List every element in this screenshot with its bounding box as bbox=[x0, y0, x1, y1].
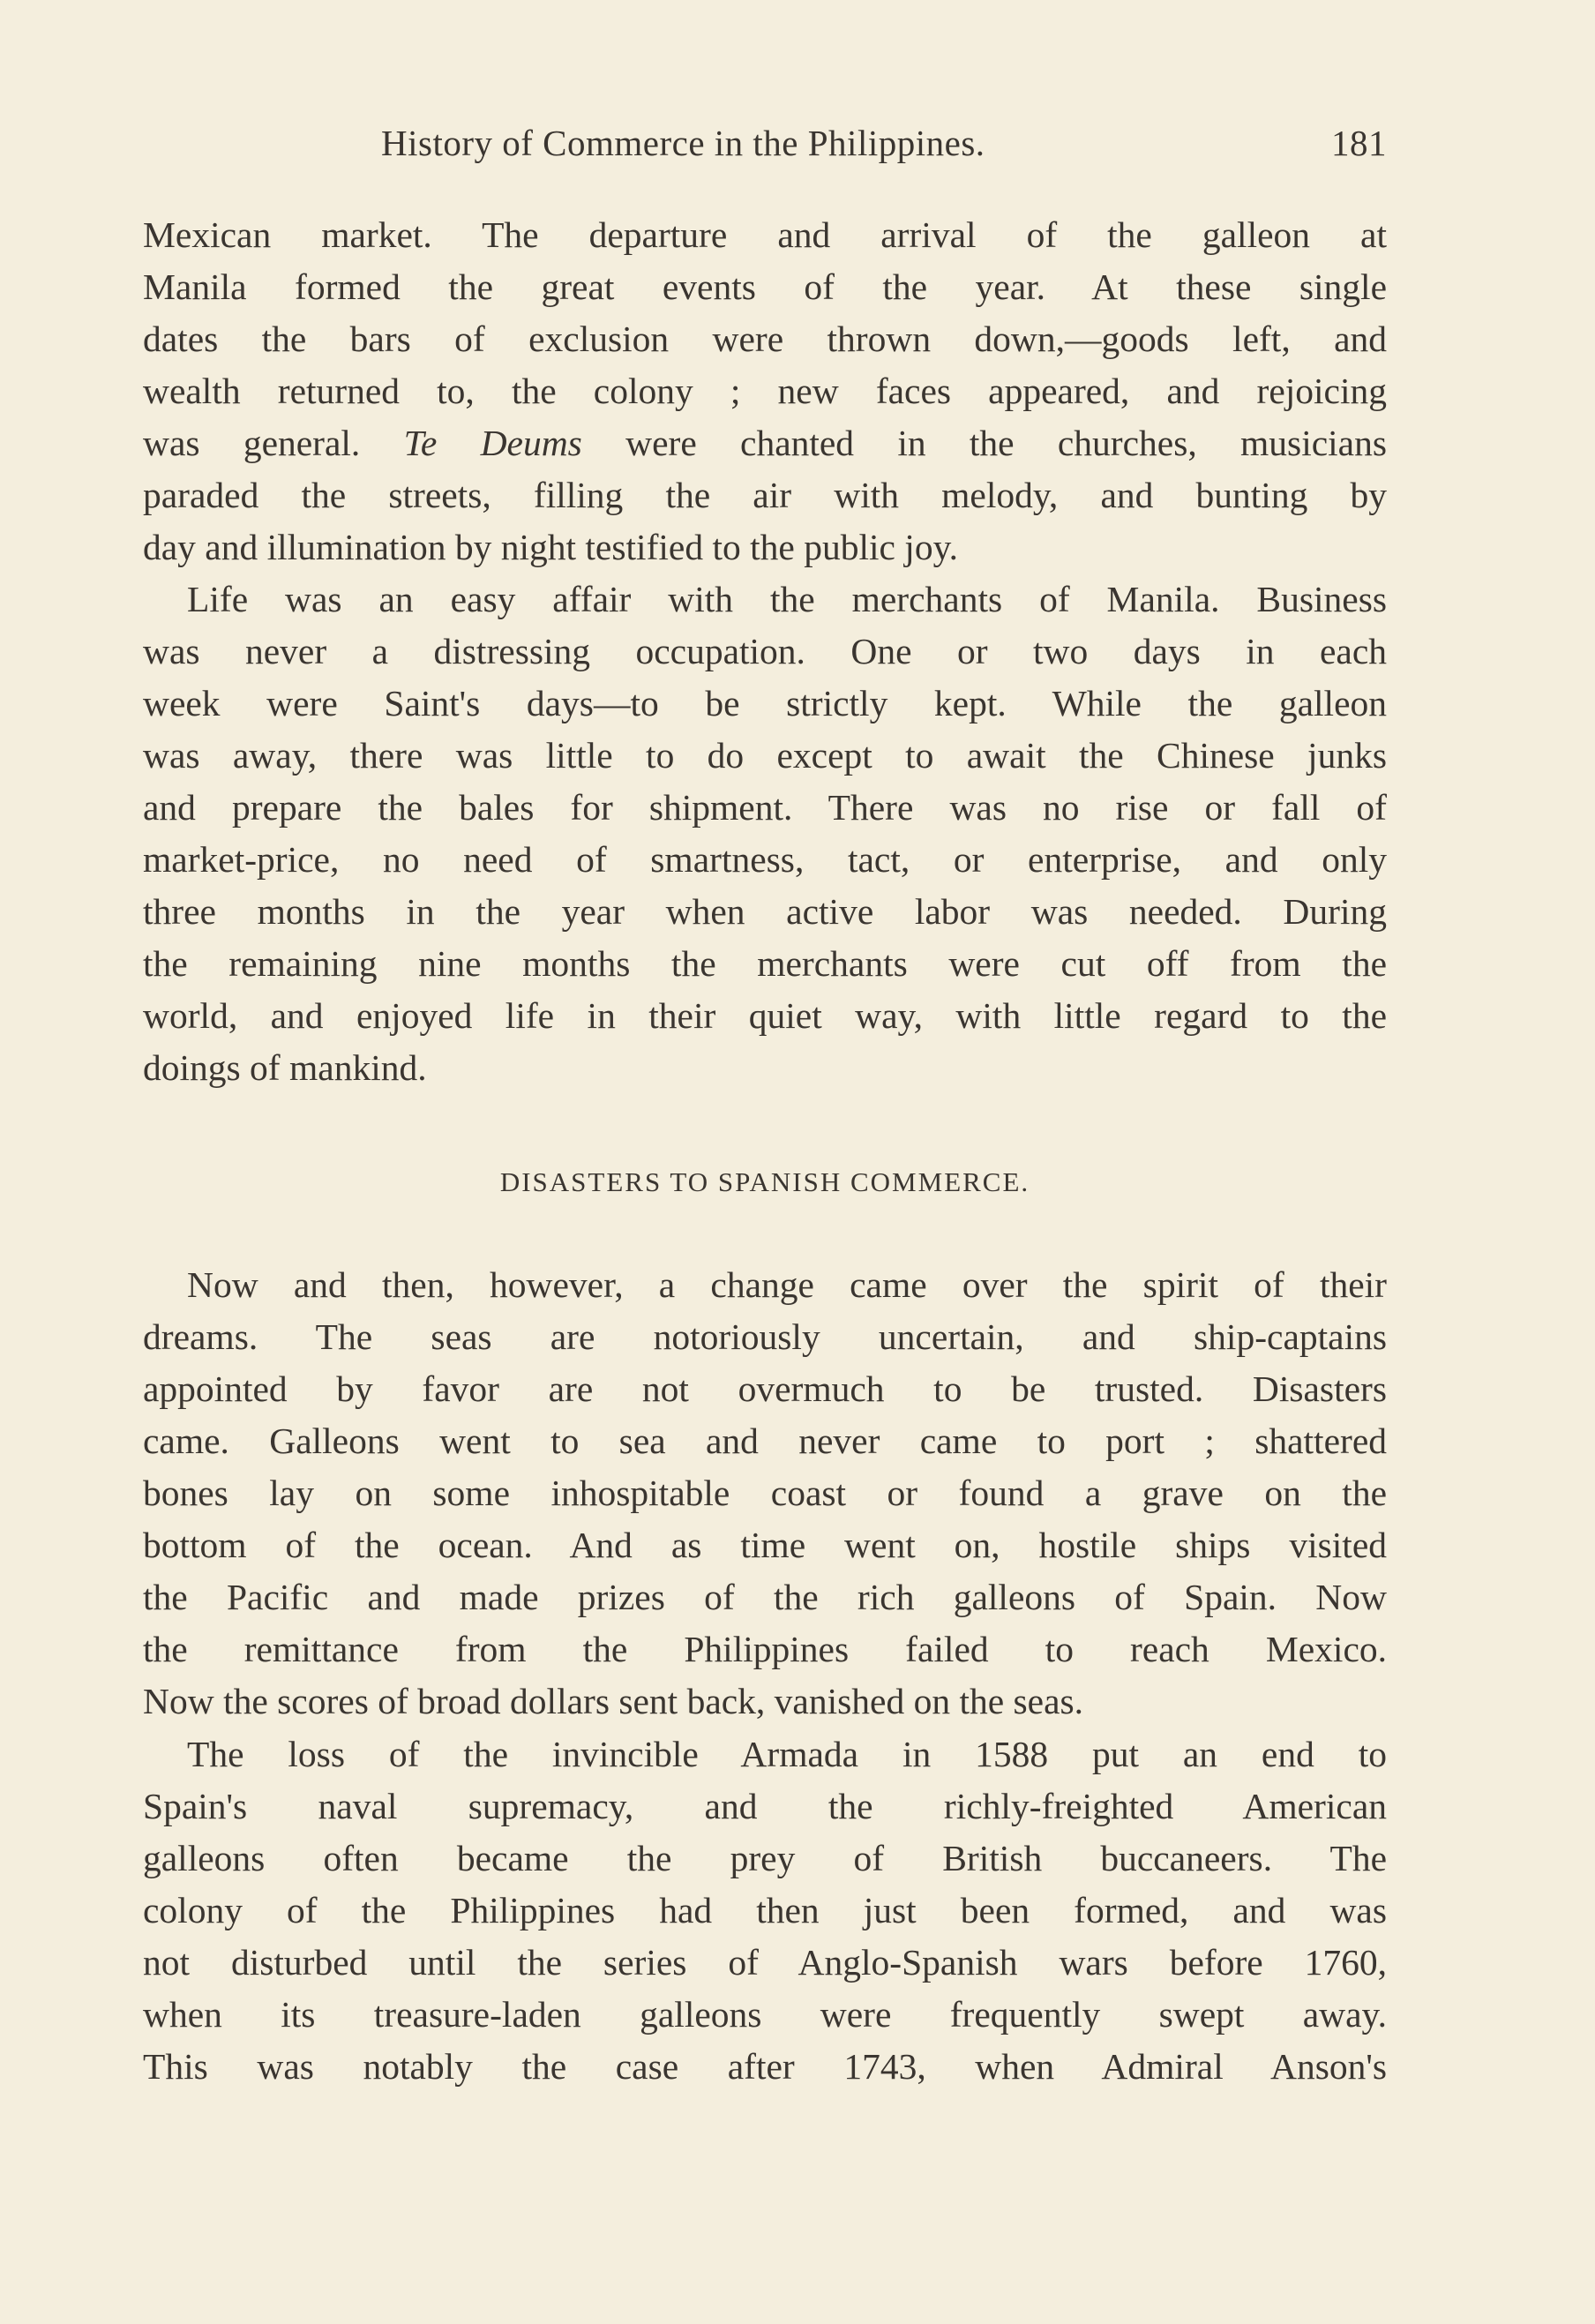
paragraph-merchant-life bbox=[143, 574, 1387, 1094]
text-line: galleons often became the prey of British buccaneers. The bbox=[143, 1838, 1387, 1878]
text-line: three months in the year when active labor was needed. During bbox=[143, 891, 1387, 932]
text-line: paraded the streets, filling the air with melody, and bunting by bbox=[143, 475, 1387, 515]
text-line: dates the bars of exclusion were thrown down,—goods left, and bbox=[143, 319, 1387, 359]
running-head bbox=[143, 122, 1387, 175]
text-line: the remaining nine months the merchants were cut off from the bbox=[143, 943, 1387, 984]
text-line bbox=[143, 417, 1387, 469]
text-line: doings of mankind. bbox=[143, 1047, 427, 1088]
text-line: was away, there was little to do except to await the Chinese junks bbox=[143, 735, 1387, 776]
text-line: world, and enjoyed life in their quiet way, with little regard to the bbox=[143, 995, 1387, 1036]
text-line: week were Saint's days—to be strictly kept. While the galleon bbox=[143, 683, 1387, 723]
text-line: The loss of the invincible Armada in 1588 put an end to bbox=[187, 1734, 1387, 1774]
text-line: day and illumination by night testified to the public joy. bbox=[143, 527, 959, 567]
text-line: Now the scores of broad dollars sent back, vanished on the seas. bbox=[143, 1681, 1084, 1721]
text-line: market-price, no need of smartness, tact, or enterprise, and only bbox=[143, 839, 1387, 880]
paragraph-disasters bbox=[143, 1259, 1387, 1728]
text-line: bottom of the ocean. And as time went on, hostile ships visited bbox=[143, 1525, 1387, 1565]
text-line: Spain's naval supremacy, and the richly-freighted American bbox=[143, 1786, 1387, 1826]
text-line: This was notably the case after 1743, when Admiral Anson's bbox=[143, 2046, 1387, 2087]
running-title: History of Commerce in the Philippines. bbox=[381, 123, 985, 163]
text-line: Life was an easy affair with the merchants of Manila. Business bbox=[187, 579, 1387, 619]
text-line: Mexican market. The departure and arrival of the galleon at bbox=[143, 214, 1387, 255]
text-line: not disturbed until the series of Anglo-Spanish wars before 1760, bbox=[143, 1942, 1387, 1983]
page-number: 181 bbox=[1331, 123, 1387, 163]
text-line: came. Galleons went to sea and never came to port ; shattered bbox=[143, 1421, 1387, 1461]
paragraph-galleon-events bbox=[143, 209, 1387, 574]
text-line: when its treasure-laden galleons were frequently swept away. bbox=[143, 1994, 1387, 2035]
text-line: appointed by favor are not overmuch to be trusted. Disasters bbox=[143, 1368, 1387, 1409]
text-line: the Pacific and made prizes of the rich galleons of Spain. Now bbox=[143, 1577, 1387, 1617]
italic-text: Te Deums bbox=[403, 423, 582, 463]
text-line: bones lay on some inhospitable coast or found a grave on the bbox=[143, 1473, 1387, 1513]
text-line: colony of the Philippines had then just been formed, and was bbox=[143, 1890, 1387, 1930]
text-line: Now and then, however, a change came over the spirit of their bbox=[187, 1264, 1387, 1305]
text-line: was never a distressing occupation. One or two days in each bbox=[143, 631, 1387, 671]
text-line: and prepare the bales for shipment. There was no rise or fall of bbox=[143, 787, 1387, 828]
text-segment: were chanted in the churches, musicians bbox=[581, 423, 1387, 463]
text-line: dreams. The seas are notoriously uncertain, and ship-captains bbox=[143, 1316, 1387, 1357]
text-line: wealth returned to, the colony ; new faces appeared, and rejoicing bbox=[143, 371, 1387, 411]
section-heading: DISASTERS TO SPANISH COMMERCE. bbox=[499, 1166, 1030, 1197]
text-line: Manila formed the great events of the year. At these single bbox=[143, 266, 1387, 307]
paragraph-armada bbox=[143, 1728, 1387, 2093]
text-line: the remittance from the Philippines failed to reach Mexico. bbox=[143, 1629, 1387, 1669]
text-segment: was general. bbox=[143, 423, 404, 463]
